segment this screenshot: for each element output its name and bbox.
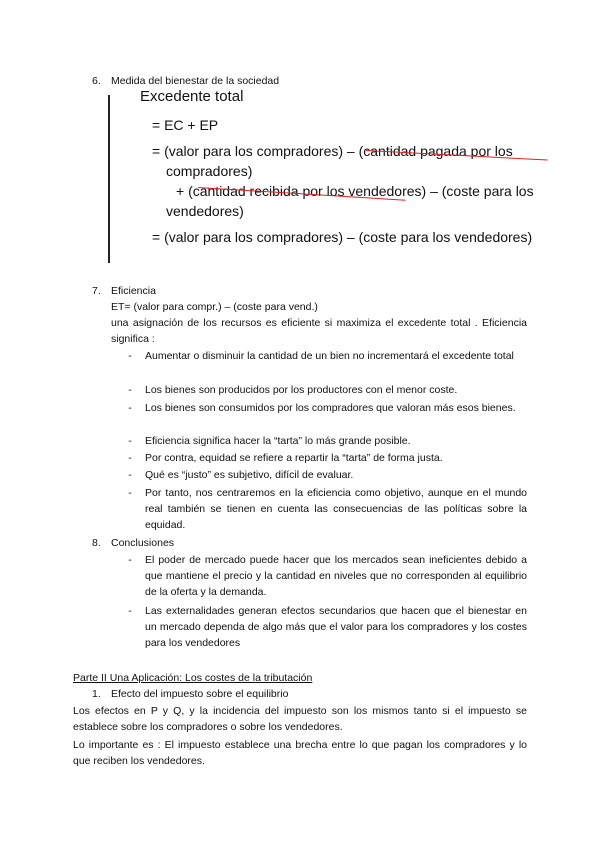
image-line-4: compradores)	[166, 163, 253, 179]
bullet-dash: -	[128, 469, 132, 481]
section-7-number: 7.	[92, 285, 101, 297]
section-6-number: 6.	[92, 75, 101, 87]
part-2-heading: Parte II Una Aplicación: Los costes de la tributación	[73, 672, 313, 684]
bullet-dash: -	[128, 350, 132, 362]
bullet-dash: -	[128, 487, 132, 499]
bullet-dash: -	[128, 435, 132, 447]
image-line-2: = EC + EP	[152, 117, 219, 133]
conclusion-bullet-2: Las externalidades generan efectos secundarios que hacen que el bienestar en un mercado dependa de algo más que el valor para los compradores y los costes para los vendedores	[145, 605, 527, 649]
efficiency-bullet-6: Qué es “justo” es subjetivo, difícil de evaluar.	[145, 469, 354, 481]
conclusion-bullet-1: El poder de mercado puede hacer que los mercados sean ineficientes debido a que mantiene el precio y la cantidad en niveles que no corresponden al equilibrio de la oferta y la demanda.	[145, 554, 527, 598]
section-7-title: Eficiencia	[111, 285, 156, 297]
efficiency-bullet-5: Por contra, equidad se refiere a repartir la “tarta” de forma justa.	[145, 452, 443, 464]
section-6-title: Medida del bienestar de la sociedad	[111, 75, 280, 87]
efficiency-formula: ET= (valor para compr.) – (coste para vend.)	[111, 301, 318, 313]
efficiency-bullet-3: Los bienes son consumidos por los compradores que valoran más esos bienes.	[145, 402, 516, 414]
bullet-dash: -	[128, 605, 132, 617]
image-left-bar	[108, 95, 110, 263]
bullet-dash: -	[128, 402, 132, 414]
efficiency-bullet-1: Aumentar o disminuir la cantidad de un bien no incrementará el excedente total	[145, 350, 514, 362]
image-line-1: Excedente total	[140, 88, 244, 105]
efficiency-intro: una asignación de los recursos es eficiente si maximiza el excedente total . Eficiencia significa :	[111, 317, 527, 345]
image-line-3: = (valor para los compradores) – (cantidad pagada por los	[152, 143, 513, 159]
bullet-dash: -	[128, 452, 132, 464]
section-8-title: Conclusiones	[111, 537, 175, 549]
part-2-paragraph-1: Los efectos en P y Q, y la incidencia del impuesto son los mismos tanto si el impuesto se establece sobre los compradores o sobre los vendedores.	[73, 705, 527, 733]
efficiency-bullet-7: Por tanto, nos centraremos en la eficiencia como objetivo, aunque en el mundo real también se tienen en cuenta las consecuencias de las políticas sobre la equidad.	[145, 487, 527, 531]
efficiency-bullet-4: Eficiencia significa hacer la “tarta” lo más grande posible.	[145, 435, 411, 447]
bullet-dash: -	[128, 554, 132, 566]
image-line-7: = (valor para los compradores) – (coste para los vendedores)	[152, 229, 533, 245]
part-2-item-title: Efecto del impuesto sobre el equilibrio	[111, 688, 289, 700]
section-8-number: 8.	[92, 537, 101, 549]
efficiency-bullet-2: Los bienes son producidos por los productores con el menor coste.	[145, 384, 458, 396]
part-2-item-number: 1.	[92, 688, 101, 700]
image-line-5: + (cantidad recibida por los vendedores) – (coste para los	[176, 183, 534, 199]
bullet-dash: -	[128, 384, 132, 396]
excedente-total-image	[108, 87, 548, 259]
part-2-paragraph-2: Lo importante es : El impuesto establece una brecha entre lo que pagan los compradores y lo que reciben los vendedores.	[73, 739, 527, 767]
image-line-6: vendedores)	[166, 203, 244, 219]
